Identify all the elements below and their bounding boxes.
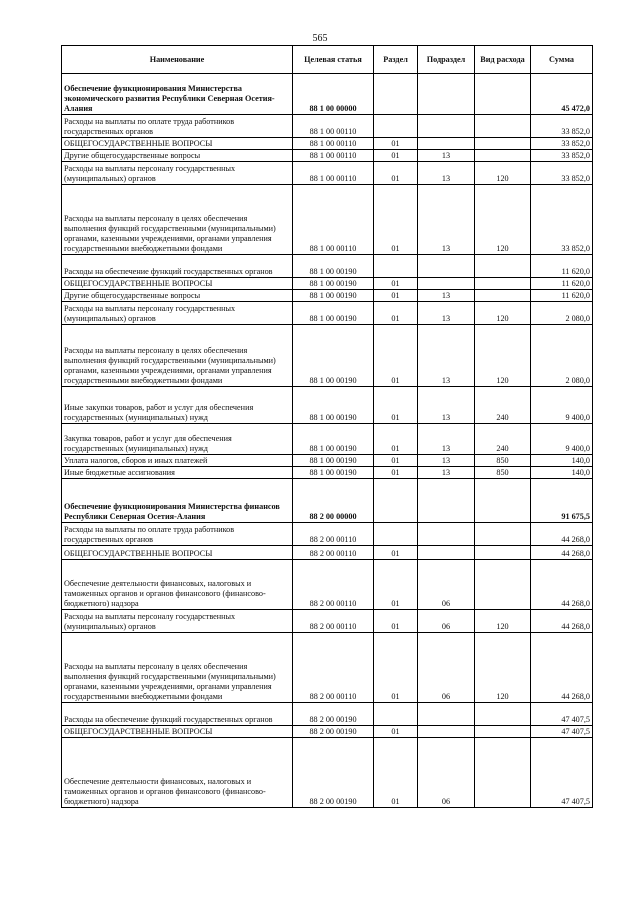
cell-expense-type [475,290,531,302]
cell-section [374,479,418,523]
cell-subsection: 13 [418,325,475,387]
table-row [62,115,593,138]
cell-expense-type: 120 [475,325,531,387]
cell-name: Обеспечение деятельности финансовых, налоговых и таможенных органов и органов финансового (финансово-бюджетного) надзора [62,738,293,808]
cell-section: 01 [374,302,418,325]
cell-code: 88 1 00 00190 [293,387,374,424]
cell-expense-type [475,150,531,162]
page-number: 565 [312,33,328,44]
cell-expense-type [475,726,531,738]
cell-expense-type: 120 [475,302,531,325]
cell-subsection [418,703,475,726]
cell-expense-type [475,138,531,150]
cell-name: Обеспечение деятельности финансовых, налоговых и таможенных органов и органов финансового (финансово-бюджетного) надзора [62,560,293,610]
cell-name: Обеспечение функционирования Министерства финансов Республики Северная Осетия-Алания [62,479,293,523]
cell-sum: 33 852,0 [531,162,593,185]
table-row [62,302,593,325]
cell-sum: 9 400,0 [531,424,593,455]
cell-sum: 44 268,0 [531,560,593,610]
table-row [62,455,593,467]
header-section: Раздел [374,46,418,74]
cell-expense-type [475,703,531,726]
cell-sum: 44 268,0 [531,633,593,703]
cell-expense-type: 240 [475,424,531,455]
cell-expense-type: 850 [475,455,531,467]
cell-section: 01 [374,610,418,633]
cell-subsection: 06 [418,633,475,703]
cell-name: Расходы на выплаты персоналу в целях обеспечения выполнения функций государственными (муниципальными) органами, казенными учреждениями, органами управления государственными внебюджетными фондами [62,185,293,255]
cell-code: 88 2 00 00110 [293,546,374,560]
cell-subsection: 13 [418,185,475,255]
table-row [62,738,593,808]
cell-sum: 2 080,0 [531,302,593,325]
cell-code: 88 1 00 00110 [293,162,374,185]
cell-expense-type: 850 [475,467,531,479]
cell-name: Расходы на выплаты персоналу в целях обеспечения выполнения функций государственными (муниципальными) органами, казенными учреждениями, органами управления государственными внебюджетными фондами [62,633,293,703]
cell-code: 88 2 00 00000 [293,479,374,523]
cell-name: ОБЩЕГОСУДАРСТВЕННЫЕ ВОПРОСЫ [62,278,293,290]
cell-expense-type: 120 [475,610,531,633]
table-row [62,546,593,560]
cell-code: 88 2 00 00110 [293,560,374,610]
cell-code: 88 1 00 00000 [293,74,374,115]
cell-section: 01 [374,278,418,290]
cell-sum: 91 675,5 [531,479,593,523]
header-name: Наименование [62,46,293,74]
cell-section: 01 [374,738,418,808]
cell-name: Расходы на обеспечение функций государственных органов [62,255,293,278]
cell-expense-type [475,738,531,808]
cell-expense-type [475,560,531,610]
cell-code: 88 1 00 00190 [293,255,374,278]
cell-subsection [418,255,475,278]
header-expense-type: Вид расхода [475,46,531,74]
cell-sum: 33 852,0 [531,150,593,162]
cell-section [374,74,418,115]
cell-code: 88 1 00 00190 [293,467,374,479]
cell-subsection [418,115,475,138]
cell-subsection: 06 [418,738,475,808]
cell-name: Расходы на выплаты персоналу в целях обеспечения выполнения функций государственными (муниципальными) органами, казенными учреждениями, органами управления государственными внебюджетными фондами [62,325,293,387]
table-row [62,387,593,424]
cell-subsection [418,138,475,150]
cell-section: 01 [374,185,418,255]
cell-section: 01 [374,138,418,150]
table-row [62,479,593,523]
table-row [62,278,593,290]
cell-code: 88 1 00 00110 [293,115,374,138]
cell-subsection: 13 [418,150,475,162]
table-row [62,74,593,115]
cell-section [374,703,418,726]
cell-code: 88 2 00 00190 [293,726,374,738]
cell-expense-type [475,523,531,546]
cell-code: 88 2 00 00110 [293,523,374,546]
cell-code: 88 1 00 00110 [293,185,374,255]
cell-sum: 47 407,5 [531,703,593,726]
cell-sum: 44 268,0 [531,610,593,633]
cell-name: Закупка товаров, работ и услуг для обеспечения государственных (муниципальных) нужд [62,424,293,455]
cell-subsection: 13 [418,424,475,455]
cell-name: Расходы на выплаты персоналу государственных (муниципальных) органов [62,610,293,633]
table-row [62,726,593,738]
cell-code: 88 1 00 00190 [293,302,374,325]
table-row [62,633,593,703]
cell-sum: 33 852,0 [531,185,593,255]
table-row [62,523,593,546]
cell-name: ОБЩЕГОСУДАРСТВЕННЫЕ ВОПРОСЫ [62,138,293,150]
cell-code: 88 1 00 00110 [293,138,374,150]
cell-code: 88 2 00 00190 [293,703,374,726]
table-header-row [62,46,593,74]
cell-sum: 44 268,0 [531,546,593,560]
cell-subsection [418,523,475,546]
cell-name: Другие общегосударственные вопросы [62,150,293,162]
header-sum: Сумма [531,46,593,74]
cell-sum: 44 268,0 [531,523,593,546]
cell-code: 88 1 00 00190 [293,424,374,455]
cell-section: 01 [374,162,418,185]
cell-name: Расходы на выплаты персоналу государственных (муниципальных) органов [62,302,293,325]
cell-section: 01 [374,290,418,302]
cell-code: 88 1 00 00190 [293,278,374,290]
cell-sum: 33 852,0 [531,138,593,150]
cell-expense-type [475,74,531,115]
cell-code: 88 2 00 00190 [293,738,374,808]
cell-code: 88 1 00 00110 [293,150,374,162]
cell-subsection: 13 [418,302,475,325]
cell-subsection: 06 [418,610,475,633]
cell-name: Иные закупки товаров, работ и услуг для обеспечения государственных (муниципальных) нужд [62,387,293,424]
table-row [62,150,593,162]
cell-sum: 45 472,0 [531,74,593,115]
cell-name: Обеспечение функционирования Министерства экономического развития Республики Северная Осетия-Алания [62,74,293,115]
cell-expense-type [475,278,531,290]
cell-section: 01 [374,150,418,162]
cell-section [374,255,418,278]
table-row [62,255,593,278]
cell-name: Расходы на выплаты по оплате труда работников государственных органов [62,523,293,546]
cell-section: 01 [374,726,418,738]
cell-expense-type [475,479,531,523]
cell-code: 88 1 00 00190 [293,325,374,387]
cell-expense-type: 240 [475,387,531,424]
cell-subsection: 06 [418,560,475,610]
cell-subsection: 13 [418,162,475,185]
cell-name: Иные бюджетные ассигнования [62,467,293,479]
table-row [62,467,593,479]
cell-sum: 140,0 [531,467,593,479]
cell-name: ОБЩЕГОСУДАРСТВЕННЫЕ ВОПРОСЫ [62,546,293,560]
cell-subsection: 13 [418,290,475,302]
table-row [62,162,593,185]
table-row [62,703,593,726]
cell-section: 01 [374,424,418,455]
cell-subsection [418,726,475,738]
cell-section: 01 [374,467,418,479]
table-row [62,424,593,455]
cell-subsection: 13 [418,387,475,424]
cell-name: ОБЩЕГОСУДАРСТВЕННЫЕ ВОПРОСЫ [62,726,293,738]
cell-name: Расходы на обеспечение функций государственных органов [62,703,293,726]
cell-section: 01 [374,325,418,387]
cell-code: 88 2 00 00110 [293,610,374,633]
cell-subsection [418,479,475,523]
cell-subsection [418,278,475,290]
cell-name: Расходы на выплаты по оплате труда работников государственных органов [62,115,293,138]
table-row [62,185,593,255]
cell-expense-type [475,115,531,138]
table-row [62,290,593,302]
cell-sum: 2 080,0 [531,325,593,387]
cell-subsection: 13 [418,455,475,467]
cell-expense-type: 120 [475,185,531,255]
cell-sum: 47 407,5 [531,726,593,738]
cell-section: 01 [374,633,418,703]
cell-expense-type: 120 [475,162,531,185]
cell-sum: 47 407,5 [531,738,593,808]
cell-sum: 33 852,0 [531,115,593,138]
cell-sum: 11 620,0 [531,290,593,302]
cell-sum: 11 620,0 [531,278,593,290]
cell-expense-type [475,546,531,560]
cell-code: 88 2 00 00110 [293,633,374,703]
header-code: Целевая статья [293,46,374,74]
cell-section: 01 [374,560,418,610]
cell-sum: 11 620,0 [531,255,593,278]
cell-sum: 9 400,0 [531,387,593,424]
cell-subsection [418,74,475,115]
cell-section [374,115,418,138]
cell-section: 01 [374,546,418,560]
cell-name: Уплата налогов, сборов и иных платежей [62,455,293,467]
cell-section [374,523,418,546]
cell-name: Другие общегосударственные вопросы [62,290,293,302]
table-row [62,560,593,610]
cell-name: Расходы на выплаты персоналу государственных (муниципальных) органов [62,162,293,185]
cell-code: 88 1 00 00190 [293,290,374,302]
cell-subsection [418,546,475,560]
table-row [62,138,593,150]
cell-sum: 140,0 [531,455,593,467]
budget-table [61,45,593,808]
cell-section: 01 [374,387,418,424]
cell-section: 01 [374,455,418,467]
table-row [62,610,593,633]
cell-expense-type [475,255,531,278]
cell-code: 88 1 00 00190 [293,455,374,467]
cell-expense-type: 120 [475,633,531,703]
cell-subsection: 13 [418,467,475,479]
header-subsection: Подраздел [418,46,475,74]
table-row [62,325,593,387]
